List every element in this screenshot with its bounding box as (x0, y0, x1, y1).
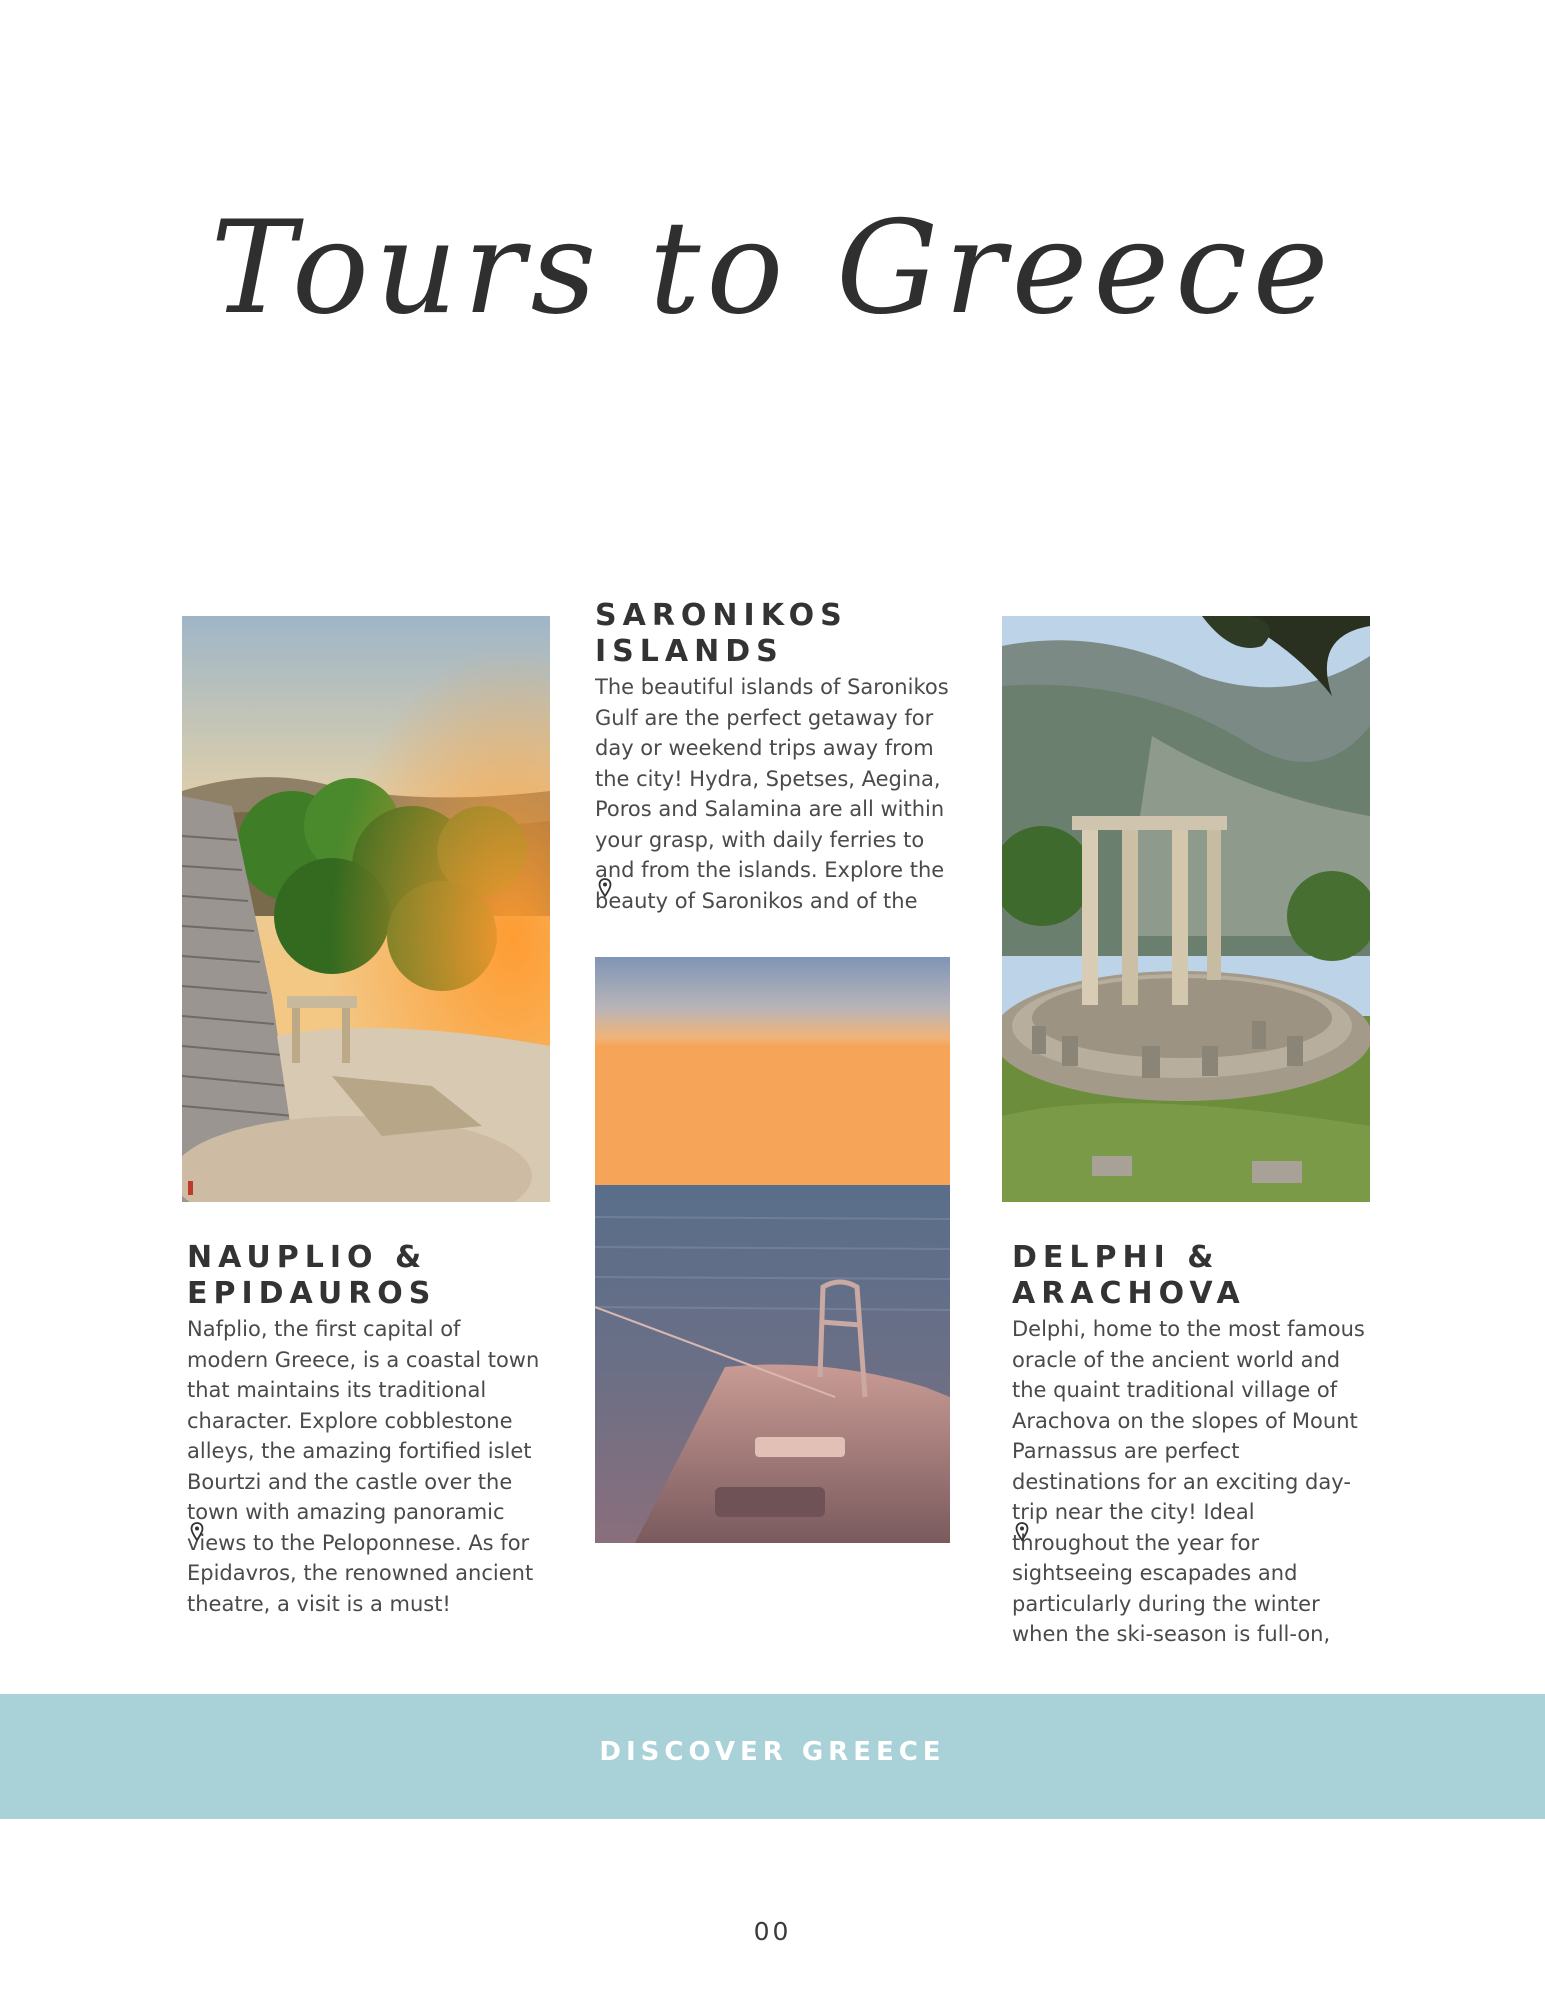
page-title: Tours to Greece (210, 194, 1335, 343)
map-pin-icon (598, 878, 612, 898)
nauplio-description: Nafplio, the first capital of modern Greece, is a coastal town that maintains its traditional character. Explore cobblestone alleys, the amazing fortified islet Bourtzi and the castle over the town with amazing panoramic views to the Peloponnese. As for Epidavros, the renowned ancient theatre, a visit is a must! (187, 1317, 540, 1616)
delphi-tholos-photo (1002, 616, 1370, 1202)
map-pin-icon (1015, 1522, 1029, 1542)
delphi-heading: DELPHI & ARACHOVA (1012, 1240, 1246, 1311)
page-number: 00 (753, 1917, 792, 1946)
saronikos-heading: SARONIKOS ISLANDS (595, 598, 848, 669)
delphi-description: Delphi, home to the most famous oracle of the ancient world and the quaint traditional village of Arachova on the slopes of Mount Parnassus are perfect destinations for an exciting day-trip near the city! Ideal throughout the year for sightseeing escapades and particularly during the winter when the ski-season is full-on, (1012, 1317, 1365, 1646)
saronikos-description: The beautiful islands of Saronikos Gulf are the perfect getaway for day or weekend trips away from the city! Hydra, Spetses, Aegina, Poros and Salamina are all within your grasp, with daily ferries to and from the islands. Explore the beauty of Saronikos and of the (595, 675, 949, 913)
map-pin-icon (190, 1522, 204, 1542)
discover-greece-label[interactable]: DISCOVER GREECE (599, 1737, 946, 1767)
discover-greece-banner[interactable] (0, 1694, 1545, 1819)
epidauros-theatre-photo (182, 616, 550, 1202)
nauplio-heading: NAUPLIO & EPIDAUROS (187, 1240, 437, 1311)
sea-sunset-photo (595, 957, 950, 1543)
